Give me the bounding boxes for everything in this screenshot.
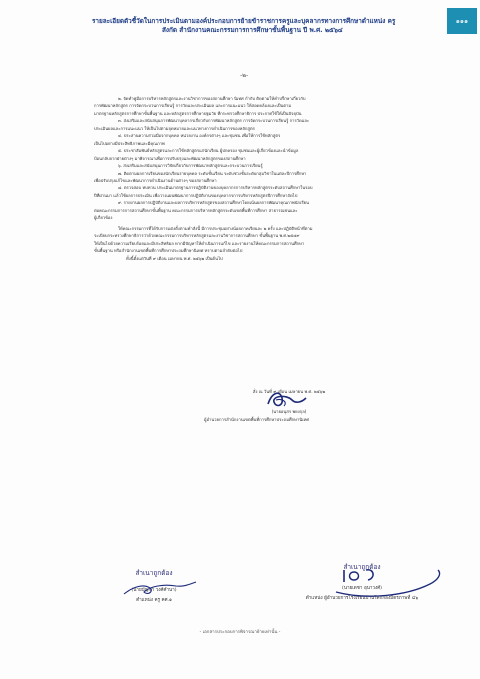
document-header [92, 17, 452, 35]
director-signature [262, 388, 312, 410]
header-title-line-2: สังกัด สำนักงานคณะกรรมการการศึกษาขั้นพื้นฐาน ปี พ.ศ. ๒๕๖๔ [162, 26, 343, 34]
certified-copy-right-name: (นายเดชา อุนาวงศ์) [342, 586, 382, 591]
duty-line: เป็นไปอย่างมีประสิทธิภาพและมีคุณภาพ [94, 140, 165, 146]
certified-copy-right-position: ตำแหน่ง ผู้อำนวยการโรงเรียนบ้านโคกก่องมิตรภาพที่ ๘๖ [305, 596, 419, 601]
closing-line: ให้คณะกรรมการที่ได้รับการแต่งตั้งตามคำสั่งนี้ มีการประชุมอย่างน้อยภาคเรียนละ ๒ ครั้ง และปฏิบัติหน้าที่ตาม [118, 225, 313, 231]
effective-date-line: ทั้งนี้ตั้งแต่วันที่ ๙ เดือน เมษายน พ.ศ. ๒๕๖๒ เป็นต้นไป [126, 255, 223, 261]
duty-line: ๔. ประสานความร่วมมือจากบุคคล หน่วยงาน องค์กรต่างๆ และชุมชน เพื่อให้การใช้หลักสูตร [118, 133, 281, 139]
right-certifier-signature [326, 566, 448, 600]
duty-line: ๘. ตรวจสอบ ทบทวน ประเมินมาตรฐานการปฏิบัติงานของบุคลากรการบริหารหลักสูตรระดับสถานศึกษาในรอบ [118, 185, 313, 191]
duty-line: ๖. ส่งเสริมและสนับสนุนการวิจัยเกี่ยวกับการพัฒนาหลักสูตรและกระบวนการเรียนรู้ [118, 163, 263, 169]
page-marker: -๒- [240, 72, 249, 79]
duty-line: มาตรฐานหลักสูตรการศึกษาขั้นพื้นฐาน และหลักสูตรการศึกษาปฐมวัย ที่กระทรวงศึกษาธิการ ประกาศใช้ให้เป็นปัจจุบัน [94, 110, 302, 116]
duty-list [94, 95, 390, 222]
signer-title: ผู้อำนวยการสำนักงานเขตพื้นที่การศึกษาประถมศึกษานิเทศ [204, 417, 309, 422]
order-date-line: สั่ง ณ วันที่ ๙ เดือน เมษายน พ.ศ. ๒๕๖๒ [252, 389, 326, 394]
certified-copy-left-position: ตำแหน่ง ครู คศ.๑ [136, 598, 172, 603]
duty-line: ๙. รายงานผลการปฏิบัติงานและผลการบริหารหลักสูตรของสถานศึกษาโดยเน้นผลการพัฒนาคุณภาพนักเรียน [118, 200, 309, 206]
duty-line: ป้อนกลับจากฝ่ายต่างๆ มาพิจารณาเพื่อการปรับปรุงและพัฒนาหลักสูตรของสถานศึกษา [94, 155, 246, 161]
certified-copy-left-heading: สำเนาถูกต้อง [135, 569, 173, 577]
signer-name: (นายอนุสร พยงกุล) [271, 409, 307, 414]
document-footer-note: - เอกสารประกอบการพิจารณาย้ายเท่านั้น - [199, 630, 281, 635]
header-title-line-1: รายละเอียดตัวชี้วัดในการประเมินตามองค์ประกอบการย้ายข้าราชการครูและบุคลากรทางการศึกษาตำแหน่ง ครู [92, 17, 396, 25]
left-certifier-signature [120, 578, 200, 600]
closing-paragraph [94, 225, 390, 255]
duty-line: ผู้เกี่ยวข้อง [94, 215, 113, 221]
closing-line: ระเบียบกระทรวงศึกษาธิการว่าด้วยคณะกรรมการบริหารหลักสูตรและงานวิชาการสถานศึกษา ขั้นพื้นฐาน พ.ศ.๒๕๔๙ [94, 233, 300, 239]
duty-line: ๗. ติดตามผลการเรียนของนักเรียนรายบุคคล ระดับชั้นเรียน ระดับช่วงชั้นระดับกลุ่มวิชาในแต่ละปีการศึกษา [118, 170, 307, 176]
duty-line: ๒. จัดทำคู่มือการบริหารหลักสูตรและงานวิชาการของสถานศึกษา นิเทศ กำกับ ติดตามให้คำปรึกษาเกี่ยวกับ [118, 96, 306, 101]
duty-line: เพื่อปรับปรุงแก้ไขและพัฒนาการดำเนินงานด้านต่างๆ ของสถานศึกษา [94, 177, 217, 183]
duty-line: ๕. ประชาสัมพันธ์หลักสูตรและการใช้หลักสูตรแก่นักเรียน ผู้ปกครอง ชุมชนและผู้เกี่ยวข้องและนำข้อมูล [118, 148, 299, 154]
page-number-badge: ๑๑๑ [447, 8, 477, 34]
certified-copy-left-name: (นายบัญชา วงศ์คำนา) [131, 588, 177, 593]
order-body [94, 95, 390, 262]
duty-line: ต่อคณะกรรมการการสถานศึกษาขั้นพื้นฐาน คณะกรรมการบริหารหลักสูตรระดับเขตพื้นที่การศึกษา สาธารณชนและ [94, 207, 298, 213]
duty-line: การพัฒนาหลักสูตร การจัดกระบวนการเรียนรู้ การวัดและประเมินผล และการแนะแนว ให้สอดคล้องและเป็นตาม [94, 103, 292, 109]
duty-line: ปีที่ผ่านมา แล้วใช้ผลการประเมิน เพื่อวางแผนพัฒนาการปฏิบัติงานของบุคลากรการบริหารหลักสูตรปีการศึกษาถัดไป [94, 192, 298, 198]
certified-copy-right-heading: สำเนาถูกต้อง [343, 563, 381, 571]
closing-line: ขั้นพื้นฐาน หรือสำนักงานเขตพื้นที่การศึกษาประถมศึกษานิเทศ ทราบตามลำดับต่อไป [94, 248, 243, 254]
closing-line: ให้เป็นไปด้วยความเรียบร้อยและมีประสิทธิผล หากมีปัญหาให้ดำเนินการแก้ไข และรายงานให้คณะกรรมการสถานศึกษา [94, 240, 305, 246]
duty-line: ๓. ส่งเสริมและสนับสนุนการพัฒนาบุคลากรเกี่ยวกับการพัฒนาหลักสูตร การจัดกระบวนการเรียนรู้ การวัดและ [118, 118, 310, 124]
duty-line: ประเมินผลและการแนะแนว ให้เป็นไปตามจุดหมายและแนวทางการดำเนินการของหลักสูตร [94, 125, 255, 131]
